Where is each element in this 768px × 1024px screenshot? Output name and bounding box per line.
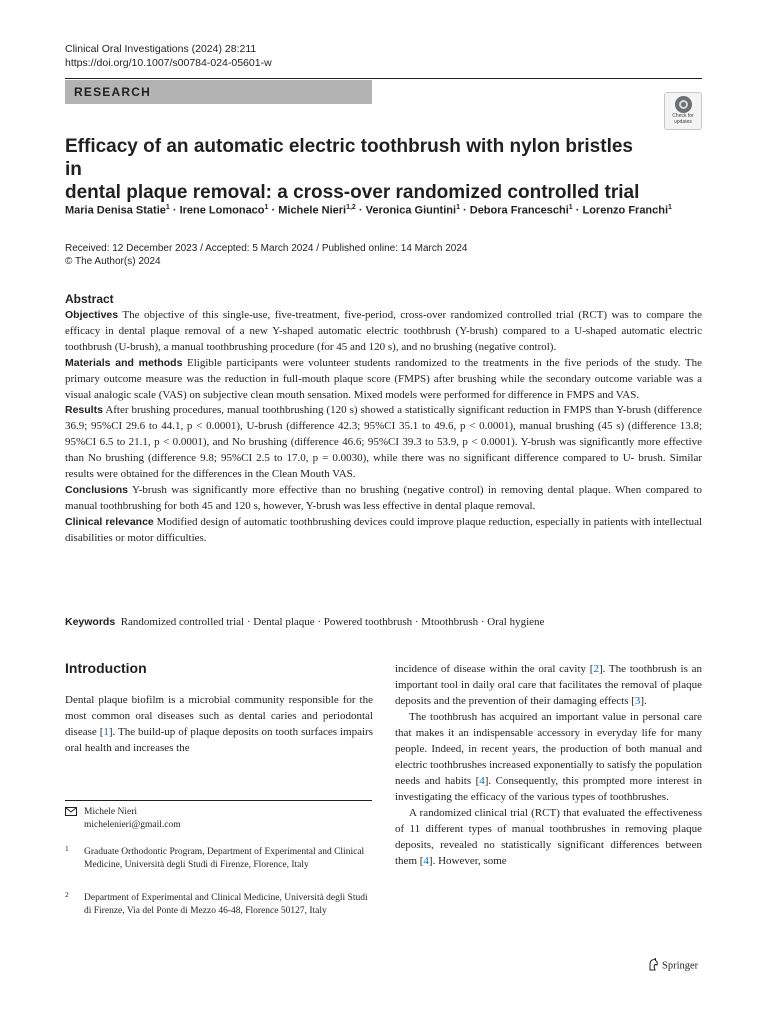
citation-link[interactable]: 4	[423, 855, 429, 867]
abstract-results	[65, 403, 702, 483]
title-line-1: Efficacy of an automatic electric toothbrush with nylon bristles in	[65, 136, 633, 180]
author-affiliation: 1	[264, 204, 269, 211]
text-run: A randomized clinical trial (RCT) that evaluated the effectiveness of 11 different types of manual toothbrushes in removing plaque deposits, revealed no statistically significant differences between them [	[395, 807, 702, 867]
footnote-rule	[65, 800, 372, 801]
copyright: © The Author(s) 2024	[65, 256, 161, 267]
text-run: ].	[640, 695, 647, 707]
introduction-heading: Introduction	[65, 660, 147, 676]
author-affiliation: 1,2	[346, 204, 356, 211]
journal-citation: Clinical Oral Investigations (2024) 28:211	[65, 43, 257, 55]
badge-text-1: Check for	[672, 113, 694, 119]
corresponding-author	[84, 806, 374, 831]
abstract-objectives	[65, 308, 702, 356]
author-name[interactable]: Lorenzo Franchi	[582, 204, 669, 217]
text-run: The toothbrush has acquired an important value in personal care that makes it an indispensable accessory in everyday life for many people. Indeed, in recent years, the production of both manual and electric toothbrushes increased exponentially to satisfy the population needs and habits [	[395, 711, 702, 787]
results-text: After brushing procedures, manual toothbrushing (120 s) showed a statistically significant reduction in FMPS than Y-brush (difference 36.9; 95%CI 29.6 to 44.1, p < 0.0001), U-brush (difference 42.3; 95%CI 35.1 to 49.6, p < 0.0001), manual brushing (45 s) (difference 13.8; 95%CI 6.5 to 21.1, p < 0.0001), and No brushing (difference 46.6; 95%CI 39.3 to 53.9, p < 0.0001). Y-brush was significantly more effective than No brushing (difference 9.8; 95%CI 2.5 to 17.0, p = 0.0030), while there was no significant difference compared to U- brush. Similar results were obtained for the differences in the Clean Mouth VAS.	[65, 404, 702, 481]
intro-paragraph	[395, 805, 702, 869]
envelope-icon	[65, 807, 77, 821]
affiliation-1: Graduate Orthodontic Program, Department of Experimental and Clinical Medicine, Università degli Studi di Firenze, Florence, Italy	[84, 847, 365, 870]
abstract-heading: Abstract	[65, 292, 114, 306]
text-run: ]. However, some	[428, 855, 507, 867]
author-name[interactable]: Veronica Giuntini	[365, 204, 457, 217]
intro-paragraph	[395, 709, 702, 805]
keywords-label: Keywords	[65, 616, 116, 628]
intro-paragraph	[395, 661, 702, 709]
corresponding-name: Michele Nieri	[84, 807, 138, 817]
relevance-text: Modified design of automatic toothbrushing devices could improve plaque reduction, especially in patients with intellectual disabilities or motor difficulties.	[65, 515, 703, 544]
history-dates: Received: 12 December 2023 / Accepted: 5 March 2024 / Published online: 14 March 2024	[65, 243, 468, 254]
text-run: ]. The toothbrush is an important tool in daily oral care that facilitates the removal of plaque deposits and the prevention of their damaging effects [	[395, 663, 703, 707]
relevance-label: Clinical relevance	[65, 515, 154, 528]
title-line-2: dental plaque removal: a cross-over randomized controlled trial	[65, 182, 640, 203]
conclusions-label: Conclusions	[65, 483, 129, 496]
author-affiliation: 1	[165, 204, 170, 211]
abstract-methods	[65, 356, 702, 404]
author-affiliation: 1	[668, 204, 672, 211]
methods-text: Eligible participants were volunteer students randomized to the treatments in the five periods of the study. The primary outcome measure was the reduction in full-mouth plaque score (FMPS) after brushing while the secondary outcome variable was a visual analogic scale (VAS) on subjective clean mouth sensation. Mixed models were performed for difference in FMPS and VAS.	[65, 356, 703, 401]
text-run: ]. The build-up of plaque deposits on tooth surfaces impairs oral health and increases the	[65, 726, 373, 754]
abstract-relevance	[65, 515, 702, 547]
citation-link[interactable]: 1	[103, 726, 109, 738]
header-rule	[65, 78, 702, 79]
text-run: Dental plaque biofilm is a microbial community responsible for the most common oral diseases such as dental caries and periodontal disease [	[65, 694, 373, 738]
author-name[interactable]: Irene Lomonaco	[179, 204, 265, 217]
abstract-body	[65, 308, 702, 547]
author-name[interactable]: Debora Franceschi	[469, 204, 569, 217]
affiliation-number: 1	[65, 844, 69, 853]
springer-horse-icon	[647, 958, 659, 974]
author-name[interactable]: Michele Nieri	[278, 204, 347, 217]
affiliation-number: 2	[65, 890, 69, 899]
citation-link[interactable]: 3	[634, 695, 641, 707]
methods-label: Materials and methods	[65, 356, 183, 369]
author-affiliation: 1	[568, 204, 573, 211]
abstract-conclusions	[65, 483, 702, 515]
keywords	[65, 616, 702, 628]
citation-link[interactable]: 2	[593, 663, 599, 675]
publisher-logo	[647, 958, 698, 974]
affiliation-2: Department of Experimental and Clinical Medicine, Università degli Studi di Firenze, Via del Ponte di Mezzo 46-48, Florence 50127, Italy	[84, 893, 368, 916]
objectives-text: The objective of this single-use, five-treatment, five-period, cross-over randomized controlled trial (RCT) was to compare the efficacy in dental plaque removal of a new Y-shaped automatic electric toothbrush (Y-brush) compared to a U-shaped automatic electric toothbrush (U-brush), a manual toothbrushing procedure (for 45 and 120 s), and no brushing (negative control).	[65, 309, 702, 353]
text-run: incidence of disease within the oral cavity [	[395, 663, 594, 675]
intro-left-column	[65, 692, 373, 756]
author-affiliation: 1	[456, 204, 460, 211]
journal-header	[65, 42, 272, 70]
section-label: RESEARCH	[65, 80, 372, 104]
intro-paragraph	[65, 692, 373, 756]
conclusions-text: Y-brush was significantly more effective than no brushing (negative control) in removing dental plaque. When compared to manual toothbrushing for both 45 and 120 s, however, Y-brush was less effective in dental plaque removal.	[65, 483, 702, 512]
publication-dates	[65, 242, 467, 268]
intro-right-column	[395, 661, 702, 869]
results-label: Results	[65, 404, 103, 417]
publisher-name: Springer	[662, 960, 699, 972]
check-updates-icon	[675, 96, 692, 113]
check-for-updates-badge[interactable]	[664, 92, 702, 130]
article-title	[65, 135, 645, 204]
author-list: Maria Denisa Statie$^1$ · Irene Lomonaco$^1$ · Michele Nieri$^{1,2}$ · Veronica Giuntini$^1$ · Debora Franceschi$^1$ · Lorenzo Franchi$^1$	[65, 204, 672, 217]
text-run: ]. Consequently, this prompted more interest in investigating the efficacy of the various types of toothbrushes.	[395, 775, 702, 803]
corresponding-email[interactable]: michelenieri@gmail.com	[84, 819, 181, 830]
author-name[interactable]: Maria Denisa Statie	[65, 204, 166, 217]
objectives-label: Objectives	[65, 309, 119, 321]
citation-link[interactable]: 4	[479, 775, 485, 787]
keywords-text: Randomized controlled trial · Dental plaque · Powered toothbrush · Mtoothbrush · Oral hygiene	[120, 616, 545, 628]
badge-text-2: updates	[674, 118, 692, 125]
doi-link[interactable]: https://doi.org/10.1007/s00784-024-05601-w	[65, 57, 272, 69]
